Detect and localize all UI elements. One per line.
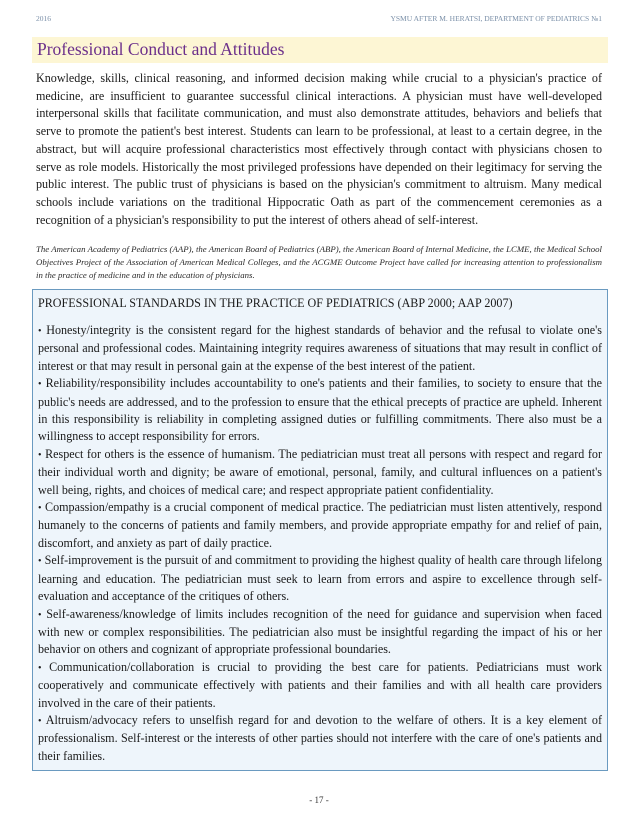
standard-text: is the pursuit of and commitment to providing the highest quality of health care through lifelong learning and education. The pediatrician must seek to learn from errors and aspire to excellence through self-evaluation and acceptance of the critiques of others. (38, 553, 603, 604)
standard-item (38, 446, 602, 499)
standard-item (38, 712, 602, 765)
intro-paragraph: Knowledge, skills, clinical reasoning, and informed decision making while crucial to a physician's practice of medicine, are insufficient to guarantee successful clinical interactions. A physician must have well-developed interpersonal skills that facilitate communication, and must also demonstrate attitudes, behaviors and beliefs that serve to promote the patient's best interest. Students can learn to be professional, at least to a certain degree, in the abstract, but will acquire professional characteristics most effectively through contact with physicians chosen to serve as role models. Historically the most privileged professions have depended on their legitimacy for serving the public interest. The public trust of physicians is based on the physician's commitment to altruism. Many medical schools include variations on the traditional Hippocratic Oath as part of the commencement ceremonies as a recognition of a physician's responsibility to put the interest of others ahead of self-interest. (36, 71, 602, 227)
standard-text: includes accountability to one's patients and their families, to society to ensure that the public's needs are addressed, and to the profession to ensure that the ethical precepts of practice are upheld. Inherent in this responsibility is reliability in completing assigned duties or fulfilling commitments. There also must be a willingness to accept responsibility for errors. (38, 376, 602, 444)
standard-item (38, 606, 602, 659)
bullet-icon: • (38, 449, 42, 461)
standard-term: Compassion/empathy (45, 500, 150, 515)
standard-item (38, 552, 602, 605)
bullet-icon: • (38, 503, 42, 515)
standard-item (38, 322, 602, 375)
standard-term: Respect for others (45, 446, 135, 461)
standard-term: Self-awareness/knowledge of limits (46, 606, 224, 621)
page-number: - 17 - (309, 795, 329, 805)
bullet-icon: • (38, 556, 42, 568)
section-title: Professional Conduct and Attitudes (37, 39, 285, 59)
standards-box (32, 289, 608, 771)
standard-term: Honesty/integrity (46, 323, 131, 337)
standard-item (38, 659, 602, 712)
header-department: YSMU AFTER M. HERATSI, DEPARTMENT OF PEDIATRICS №1 (390, 14, 602, 23)
standard-text: refers to unselfish regard for and devotion to the welfare of others. It is a key element of professionalism. Self-interest or the interests of other parties should not interfere with the care of one's patients and their families. (38, 712, 602, 763)
bullet-icon: • (38, 662, 42, 674)
standard-text: is crucial to providing the best care for patients. Pediatricians must work cooperatively and communicate effectively with patients and their families and with all health care providers involved in the care of their patients. (38, 659, 602, 710)
header-year: 2016 (36, 14, 51, 23)
section-title-bar (32, 37, 608, 63)
standard-text: is the consistent regard for the highest standards of behavior and the refusal to violate one's personal and professional codes. Maintaining integrity requires awareness of situations that may result in conflict of interest or that may result in personal gain at the expense of the best interest of the patient. (38, 323, 602, 373)
running-header (36, 14, 602, 28)
standards-box-title: PROFESSIONAL STANDARDS IN THE PRACTICE OF PEDIATRICS (ABP 2000; AAP 2007) (38, 296, 513, 310)
standard-term: Communication/collaboration (49, 659, 195, 674)
bullet-icon: • (38, 609, 42, 621)
bullet-icon: • (38, 326, 42, 337)
standard-term: Reliability/responsibility (45, 376, 166, 391)
standard-item (38, 375, 602, 446)
standard-item (38, 499, 602, 552)
bullet-icon: • (38, 715, 42, 727)
standard-term: Self-improvement (44, 553, 133, 568)
bullet-icon: • (38, 379, 42, 391)
standard-text: is the essence of humanism. The pediatrician must treat all persons with respect and regard for their individual worth and dignity; be aware of emotional, personal, family, and cultural influences on a patient's well being, rights, and choices of medical care; and respect appropriate patient confidentiality. (38, 446, 602, 497)
standard-text: is a crucial component of medical practice. The pediatrician must listen attentively, respond humanely to the concerns of patients and family members, and provide appropriate empathy for and relief of pain, discomfort, and anxiety as part of daily practice. (38, 500, 602, 550)
standard-term: Altruism/advocacy (45, 712, 138, 727)
standard-text: includes recognition of the need for guidance and supervision when faced with new or complex responsibilities. The pediatrician also must be insightful regarding the impact of his or her behavior on others and cognizant of appropriate professional boundaries. (38, 606, 602, 657)
standards-list (38, 322, 602, 765)
italic-note: The American Academy of Pediatrics (AAP), the American Board of Pediatrics (ABP), the American Board of Internal Medicine, the LCME, the Medical School Objectives Project of the Association of American Medical Colleges, and the ACGME Outcome Project have called for increasing attention to professionalism in the practice of medicine and in the education of physicians. (36, 244, 602, 281)
